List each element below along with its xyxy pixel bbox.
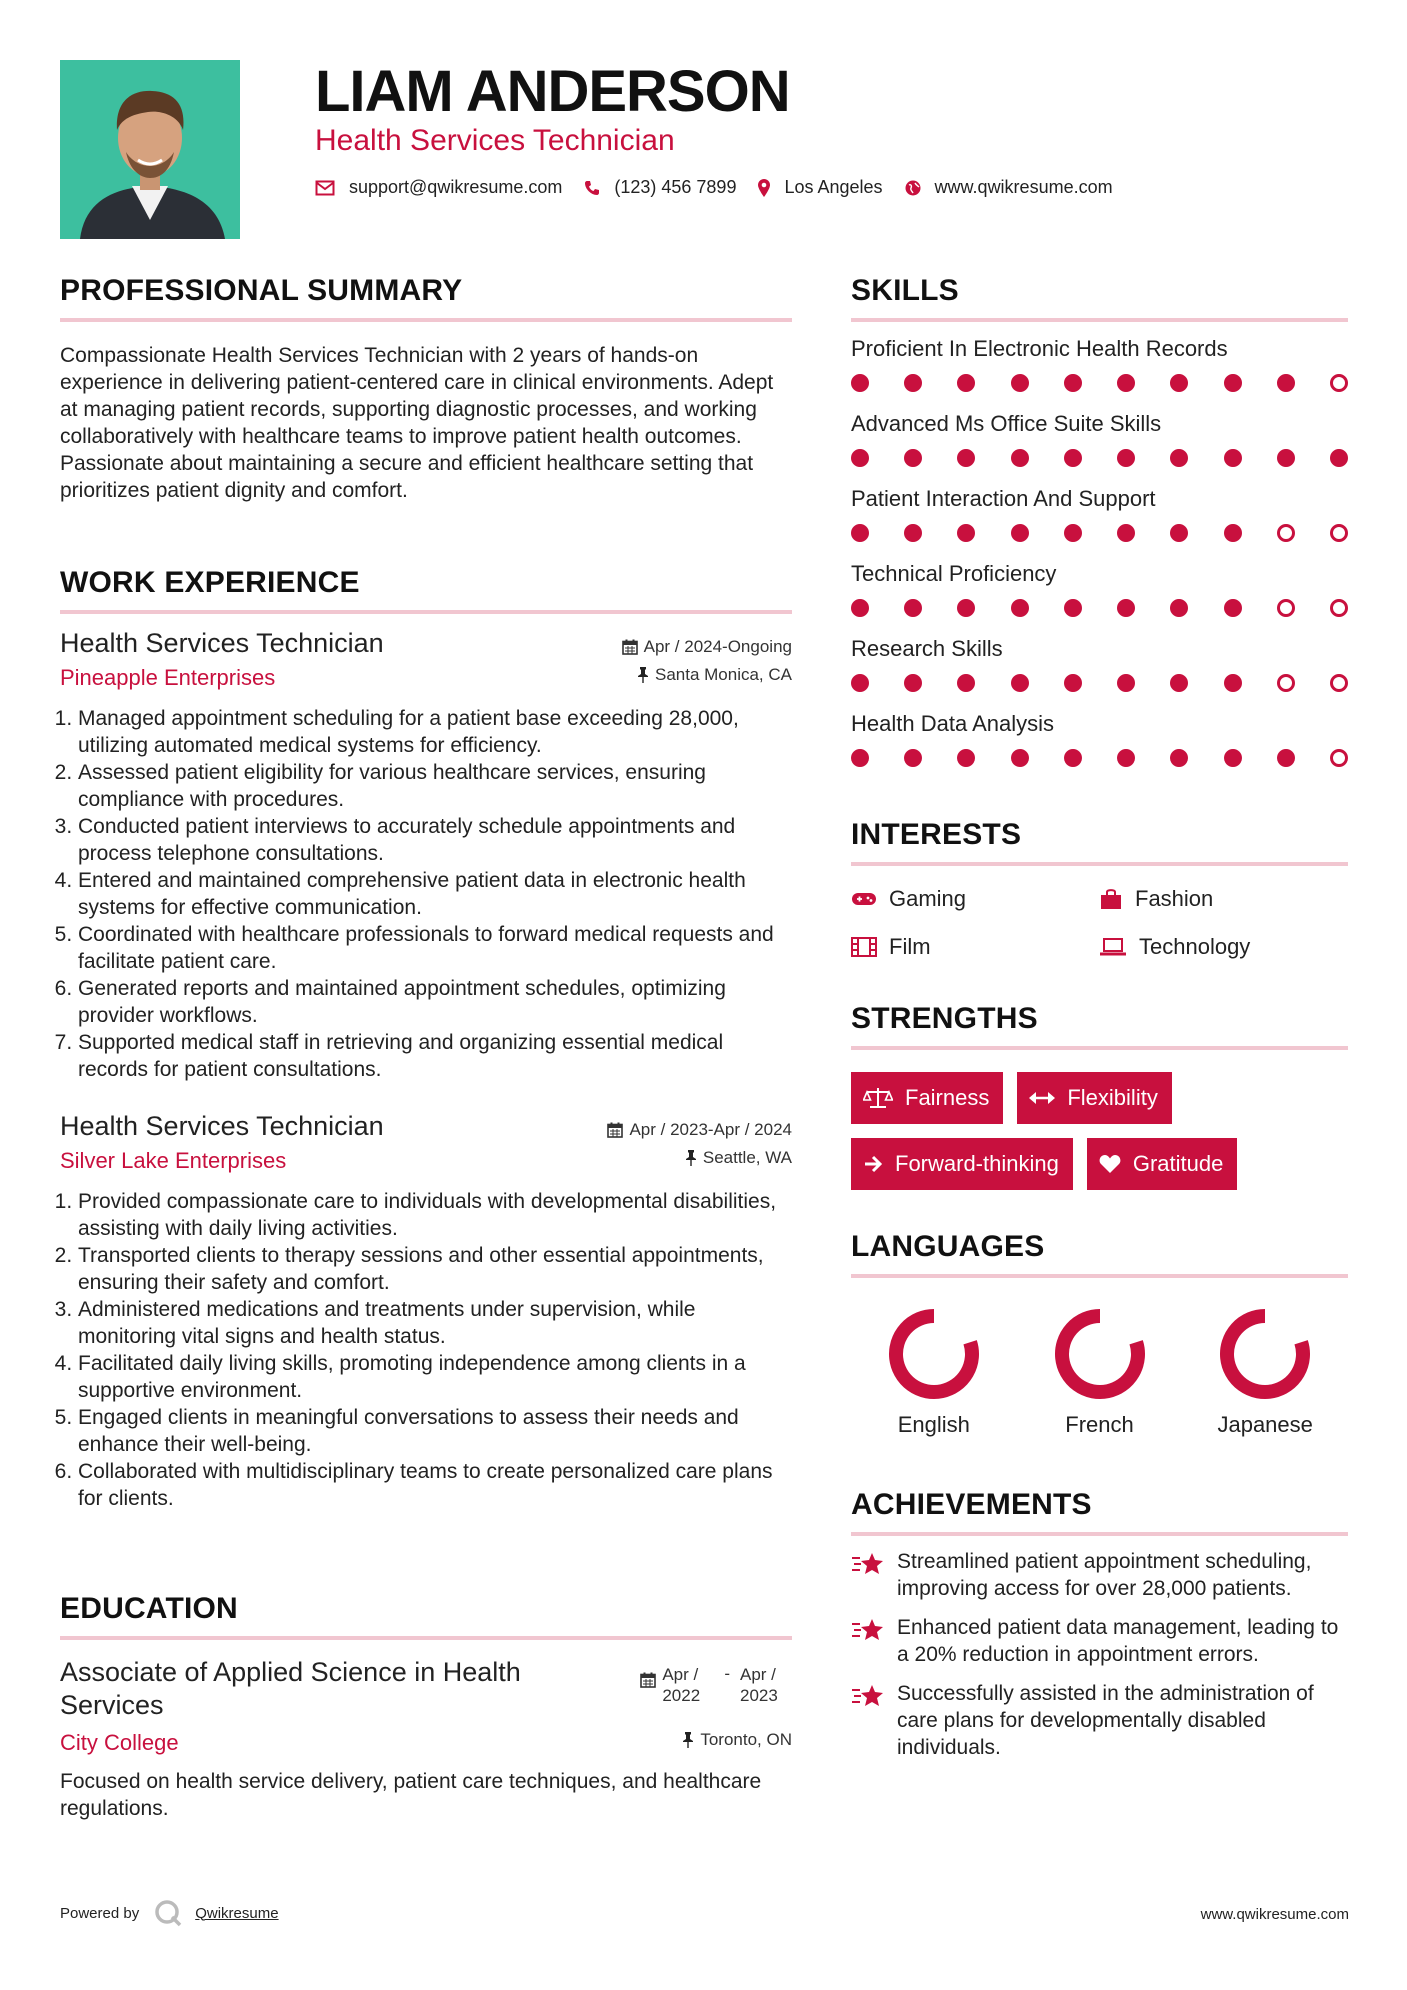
- skill-dot-filled: [957, 674, 975, 692]
- pushpin-icon: [682, 1732, 694, 1748]
- skill-dot-filled: [1330, 449, 1348, 467]
- contact-website[interactable]: [905, 177, 1113, 198]
- summary-text: Compassionate Health Services Technician with 2 years of hands-on experience in delivering patient-centered care in clinical environments. Adept at managing patient records, supporting diagnostic processes, and working collaboratively with healthcare teams to improve patient health outcomes. Passionate about maintaining a secure and efficient healthcare setting that prioritizes patient dignity and comfort.: [60, 344, 774, 502]
- phone-text: (123) 456 7899: [614, 177, 737, 197]
- list-item: 2. Transported clients to therapy sessions and other essential appointments, ensuring their safety and comfort.: [78, 1242, 792, 1296]
- list-item: 4. Entered and maintained comprehensive patient data in electronic health systems for effective communication.: [78, 867, 792, 921]
- skill-dot-filled: [1064, 449, 1082, 467]
- job-bullets: [60, 1188, 792, 1512]
- skill-dot-filled: [1011, 749, 1029, 767]
- skill-dot-filled: [1224, 449, 1242, 467]
- skill-dot-filled: [1117, 599, 1135, 617]
- list-item: 3. Administered medications and treatments under supervision, while monitoring vital signs and health status.: [78, 1296, 792, 1350]
- skill-name: Health Data Analysis: [851, 711, 1054, 736]
- map-pin-icon: [758, 179, 770, 197]
- skill-dot-filled: [1277, 374, 1295, 392]
- skill-dot-filled: [1224, 599, 1242, 617]
- skills-heading: SKILLS: [851, 274, 959, 307]
- strength-tag: Gratitude: [1087, 1138, 1238, 1190]
- skill-rating: [851, 599, 1348, 617]
- interest-item: Film: [851, 934, 1099, 960]
- skill-dot-filled: [851, 599, 869, 617]
- summary-heading: PROFESSIONAL SUMMARY: [60, 274, 463, 307]
- skill-dot-filled: [1224, 674, 1242, 692]
- list-item: 1. Provided compassionate care to individuals with developmental disabilities, assisting with daily living activities.: [78, 1188, 792, 1242]
- job-dates: Apr / 2024-Ongoing: [622, 637, 792, 657]
- skill-dot-filled: [904, 599, 922, 617]
- email-text: support@qwikresume.com: [349, 177, 563, 197]
- list-item: 4. Facilitated daily living skills, promoting independence among clients in a supportive environment.: [78, 1350, 792, 1404]
- skill-dot-filled: [1064, 599, 1082, 617]
- skill-dot-filled: [1224, 374, 1242, 392]
- language-item: [851, 1304, 1017, 1438]
- section-divider: [851, 862, 1348, 866]
- skill-dot-filled: [1170, 674, 1188, 692]
- list-item: 7. Supported medical staff in retrieving and organizing essential medical records for patient consultations.: [78, 1029, 792, 1083]
- language-gauge: [1050, 1304, 1150, 1404]
- skill-dot-filled: [1117, 674, 1135, 692]
- interest-item: Gaming: [851, 886, 1099, 912]
- skill-dot-filled: [1117, 524, 1135, 542]
- skills-section: [851, 274, 1348, 786]
- achievement-item: [851, 1614, 1348, 1668]
- strength-tag: Flexibility: [1017, 1072, 1171, 1124]
- language-gauge-arc: [1227, 1316, 1303, 1392]
- candidate-name: LIAM ANDERSON: [315, 59, 790, 124]
- language-name: English: [897, 1412, 970, 1437]
- skill-dot-filled: [904, 524, 922, 542]
- skill-dot-filled: [1277, 749, 1295, 767]
- achievement-item: [851, 1680, 1348, 1761]
- skill-dot-filled: [957, 524, 975, 542]
- skill-dot-filled: [851, 749, 869, 767]
- education-section: [60, 1592, 792, 1822]
- skill-rating: [851, 674, 1348, 692]
- skill-dot-filled: [1064, 674, 1082, 692]
- skill-dot-filled: [1170, 599, 1188, 617]
- skill-dot-filled: [1277, 449, 1295, 467]
- education-location: Toronto, ON: [682, 1730, 792, 1750]
- list-item: 1. Managed appointment scheduling for a patient base exceeding 28,000, utilizing automated medical systems for efficiency.: [78, 705, 792, 759]
- skill-item: [851, 336, 1348, 411]
- section-divider: [60, 610, 792, 614]
- achievement-text: Streamlined patient appointment scheduling, improving access for over 28,000 patients.: [897, 1550, 1312, 1600]
- skill-dot-filled: [1170, 749, 1188, 767]
- section-divider: [60, 1636, 792, 1640]
- skill-item: [851, 711, 1348, 786]
- skill-dot-filled: [1170, 524, 1188, 542]
- section-divider: [851, 1532, 1348, 1536]
- section-divider: [851, 318, 1348, 322]
- calendar-icon: [622, 639, 638, 655]
- language-gauge-arc: [1062, 1316, 1138, 1392]
- job-title: Health Services Technician: [60, 628, 384, 658]
- candidate-title: Health Services Technician: [315, 124, 675, 157]
- achievements-heading: ACHIEVEMENTS: [851, 1488, 1092, 1521]
- heart-icon: [1099, 1154, 1121, 1174]
- scale-icon: [863, 1086, 893, 1110]
- skill-dot-filled: [904, 749, 922, 767]
- skill-item: [851, 411, 1348, 486]
- skill-dot-filled: [1011, 599, 1029, 617]
- list-item: 6. Collaborated with multidisciplinary teams to create personalized care plans for clients.: [78, 1458, 792, 1512]
- skill-dot-filled: [1064, 749, 1082, 767]
- envelope-icon: [315, 180, 335, 196]
- skill-dot-filled: [1011, 524, 1029, 542]
- education-start: Apr / 2022: [662, 1665, 701, 1705]
- skill-dot-filled: [904, 374, 922, 392]
- skill-dot-empty: [1277, 599, 1295, 617]
- language-gauge: [1215, 1304, 1315, 1404]
- language-name: Japanese: [1217, 1412, 1313, 1437]
- skill-dot-filled: [1011, 374, 1029, 392]
- experience-section: [60, 566, 792, 1512]
- skill-dot-filled: [957, 599, 975, 617]
- language-gauge: [884, 1304, 984, 1404]
- summary-section: [60, 274, 792, 504]
- film-icon: [851, 937, 877, 957]
- skills-list: [851, 336, 1348, 786]
- skill-rating: [851, 524, 1348, 542]
- school-name: City College: [60, 1730, 179, 1755]
- skill-dot-filled: [851, 674, 869, 692]
- strengths-heading: STRENGTHS: [851, 1002, 1038, 1035]
- skill-dot-filled: [957, 449, 975, 467]
- language-name: French: [1065, 1412, 1134, 1437]
- skill-name: Patient Interaction And Support: [851, 486, 1156, 511]
- language-item: [1182, 1304, 1348, 1438]
- skill-dot-filled: [1117, 749, 1135, 767]
- skill-name: Proficient In Electronic Health Records: [851, 336, 1228, 361]
- skill-dot-filled: [1170, 374, 1188, 392]
- education-description: Focused on health service delivery, patient care techniques, and healthcare regulations.: [60, 1770, 762, 1820]
- skill-rating: [851, 749, 1348, 767]
- skill-rating: [851, 374, 1348, 392]
- skill-dot-empty: [1330, 674, 1348, 692]
- list-item: 5. Coordinated with healthcare professionals to forward medical requests and facilitate patient care.: [78, 921, 792, 975]
- list-item: 2. Assessed patient eligibility for various healthcare services, ensuring compliance with procedures.: [78, 759, 792, 813]
- job-title: Health Services Technician: [60, 1111, 384, 1141]
- skill-dot-filled: [1064, 524, 1082, 542]
- skill-item: [851, 636, 1348, 711]
- skill-rating: [851, 449, 1348, 467]
- skill-dot-filled: [851, 449, 869, 467]
- skill-item: [851, 561, 1348, 636]
- job-dates: Apr / 2023-Apr / 2024: [607, 1120, 792, 1140]
- achievement-item: [851, 1548, 1348, 1602]
- company-name: Silver Lake Enterprises: [60, 1148, 287, 1173]
- shopping-bag-icon: [1099, 888, 1123, 910]
- footer-url[interactable]: www.qwikresume.com: [1200, 1906, 1349, 1923]
- laptop-icon: [1099, 938, 1127, 956]
- skill-dot-filled: [957, 749, 975, 767]
- education-end: Apr / 2023: [740, 1665, 778, 1705]
- avatar: [60, 60, 240, 239]
- globe-icon: [905, 180, 921, 196]
- calendar-icon: [640, 1672, 656, 1688]
- skill-dot-empty: [1330, 749, 1348, 767]
- interests-section: [851, 818, 1348, 960]
- list-item: 6. Generated reports and maintained appointment schedules, optimizing provider workflows.: [78, 975, 792, 1029]
- job-location: Seattle, WA: [685, 1148, 792, 1168]
- list-item: 3. Conducted patient interviews to accurately schedule appointments and process telephone consultations.: [78, 813, 792, 867]
- language-item: [1017, 1304, 1183, 1438]
- job-location: Santa Monica, CA: [637, 665, 792, 685]
- profile-photo: [60, 60, 240, 239]
- skill-name: Research Skills: [851, 636, 1003, 661]
- pushpin-icon: [637, 667, 649, 683]
- achievement-text: Successfully assisted in the administration of care plans for developmentally disabled individuals.: [897, 1682, 1314, 1759]
- skill-dot-filled: [1011, 449, 1029, 467]
- interest-item: Fashion: [1099, 886, 1348, 912]
- contact-bar: [315, 177, 1135, 198]
- languages-section: [851, 1230, 1348, 1438]
- contact-phone[interactable]: [584, 177, 736, 198]
- skill-dot-empty: [1330, 524, 1348, 542]
- calendar-icon: [607, 1122, 623, 1138]
- achievements-section: [851, 1488, 1348, 1761]
- education-dates: Apr / 2022 - Apr / 2023: [640, 1664, 792, 1706]
- strength-tag: Fairness: [851, 1072, 1003, 1124]
- languages-heading: LANGUAGES: [851, 1230, 1045, 1263]
- company-name: Pineapple Enterprises: [60, 665, 276, 690]
- job-bullets: [60, 705, 792, 1083]
- pushpin-icon: [685, 1150, 697, 1166]
- degree-title: Associate of Applied Science in Health Services: [60, 1657, 521, 1720]
- star-icon: [851, 1682, 885, 1710]
- skill-dot-filled: [1011, 674, 1029, 692]
- phone-icon: [584, 180, 600, 196]
- job-entry: [60, 1111, 792, 1512]
- section-divider: [851, 1274, 1348, 1278]
- skill-dot-empty: [1330, 374, 1348, 392]
- strength-tag: Forward-thinking: [851, 1138, 1073, 1190]
- strengths-section: [851, 1002, 1348, 1190]
- brand-link[interactable]: Qwikresume: [195, 1904, 279, 1922]
- skill-dot-filled: [851, 374, 869, 392]
- footer-branding: [60, 1898, 279, 1928]
- list-item: 5. Engaged clients in meaningful conversations to assess their needs and enhance their well-being.: [78, 1404, 792, 1458]
- skill-dot-filled: [957, 374, 975, 392]
- skill-dot-empty: [1277, 674, 1295, 692]
- location-text: Los Angeles: [784, 177, 883, 197]
- skill-dot-filled: [1117, 374, 1135, 392]
- skill-dot-empty: [1277, 524, 1295, 542]
- arrows-horizontal-icon: [1029, 1091, 1055, 1105]
- skill-name: Advanced Ms Office Suite Skills: [851, 411, 1162, 436]
- arrow-right-icon: [863, 1154, 883, 1174]
- skill-dot-filled: [1064, 374, 1082, 392]
- skill-dot-filled: [1117, 449, 1135, 467]
- skill-dot-filled: [1170, 449, 1188, 467]
- contact-location: [758, 177, 882, 198]
- skill-dot-filled: [904, 449, 922, 467]
- qwikresume-logo-icon: [153, 1898, 183, 1928]
- skill-item: [851, 486, 1348, 561]
- interests-heading: INTERESTS: [851, 818, 1022, 851]
- section-divider: [851, 1046, 1348, 1050]
- star-icon: [851, 1616, 885, 1644]
- skill-dot-filled: [1224, 524, 1242, 542]
- language-gauge-arc: [896, 1316, 972, 1392]
- skill-dot-filled: [904, 674, 922, 692]
- star-icon: [851, 1550, 885, 1578]
- skill-dot-filled: [1224, 749, 1242, 767]
- job-entry: [60, 628, 792, 1083]
- education-heading: EDUCATION: [60, 1592, 238, 1625]
- skill-dot-empty: [1330, 599, 1348, 617]
- achievement-text: Enhanced patient data management, leading to a 20% reduction in appointment errors.: [897, 1616, 1339, 1666]
- skill-dot-filled: [851, 524, 869, 542]
- website-text: www.qwikresume.com: [934, 177, 1113, 197]
- experience-heading: WORK EXPERIENCE: [60, 566, 360, 599]
- section-divider: [60, 318, 792, 322]
- interest-item: Technology: [1099, 934, 1348, 960]
- powered-by-label: Powered by: [60, 1904, 140, 1922]
- gamepad-icon: [851, 891, 877, 907]
- skill-name: Technical Proficiency: [851, 561, 1057, 586]
- contact-email[interactable]: [315, 177, 562, 198]
